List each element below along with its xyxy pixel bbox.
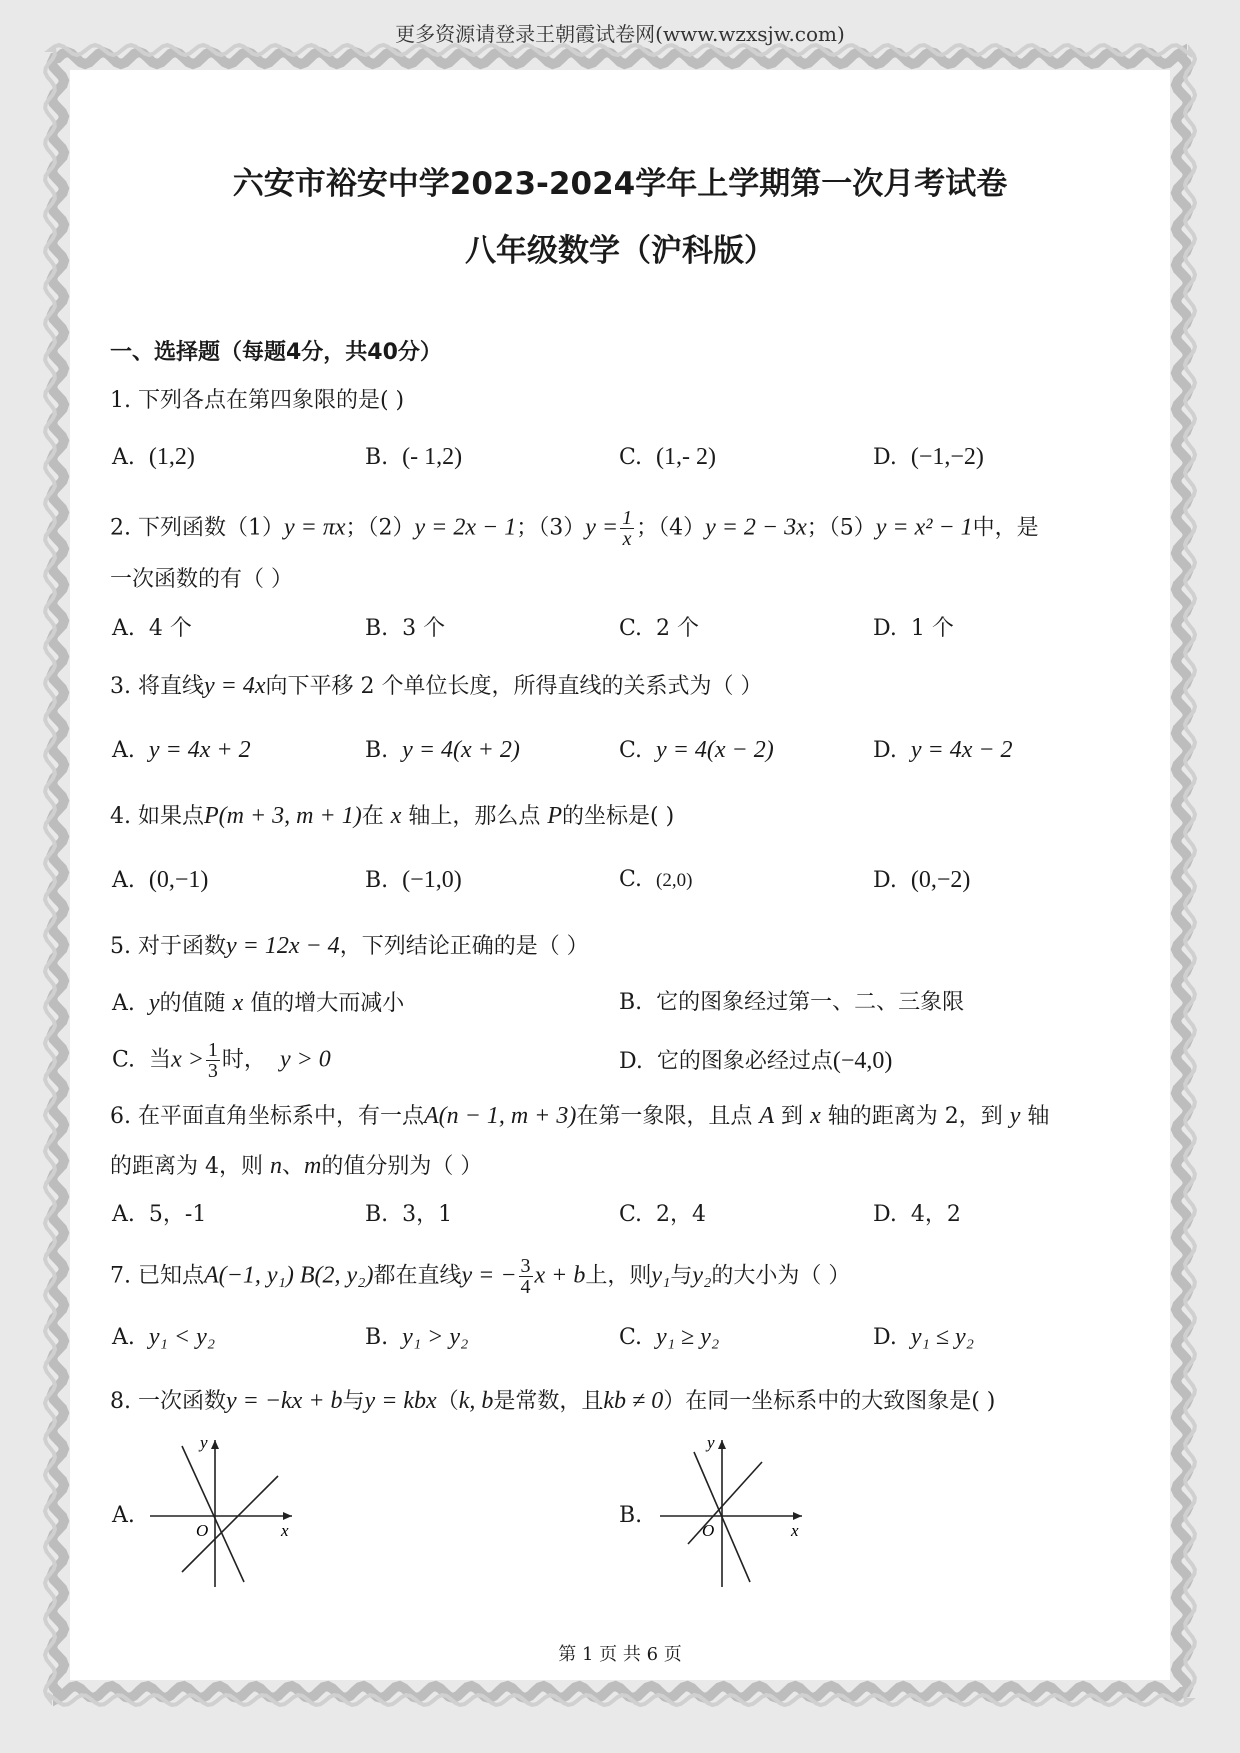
q7-option-d: D. y₁ ≤ y₂ <box>873 1324 975 1350</box>
question-5-stem: 5. 对于函数y = 12x − 4，下列结论正确的是（ ） <box>110 933 589 959</box>
question-7-stem: 7. 已知点A(−1, y₁) B(2, y₂)都在直线y = − $\frac{3}{4}$ x + b上，则y₁与y₂的大小为（ ） <box>110 1255 851 1298</box>
q6-option-b: B. 3，1 <box>365 1202 453 1227</box>
source-note: 更多资源请登录王朝霞试卷网(www.wzxsjw.com) <box>395 22 845 46</box>
q7-option-b: B. y₁ > y₂ <box>365 1324 469 1350</box>
question-1-stem: 1. 下列各点在第四象限的是( ) <box>110 388 405 413</box>
question-6-stem: 6. 在平面直角坐标系中，有一点A(n − 1, m + 3)在第一象限，且点 A 到 x 轴的距离为 2，到 y 轴 <box>110 1103 1050 1129</box>
q1-option-c: C. (1,- 2) <box>619 444 717 470</box>
section-heading: 一、选择题（每题4分，共40分） <box>110 340 442 365</box>
q8-option-b-graph <box>650 1432 810 1592</box>
origin-label: O <box>196 1521 209 1540</box>
q3-option-a: A. y = 4x + 2 <box>112 737 251 763</box>
q3-option-d: D. y = 4x − 2 <box>873 737 1013 763</box>
q1-option-b: B. (- 1,2) <box>365 444 463 470</box>
q7-option-c: C. y₁ ≥ y₂ <box>619 1324 720 1350</box>
page-footer: 第 1 页 共 6 页 <box>558 1644 682 1665</box>
q1-option-a: A. (1,2) <box>112 444 195 470</box>
q5-option-d: D. 它的图象必经过点(−4,0) <box>619 1048 893 1074</box>
q8-option-b-label: B. <box>619 1503 643 1528</box>
question-4-stem: 4. 如果点P(m + 3, m + 1)在 x 轴上，那么点 P的坐标是( ) <box>110 803 675 829</box>
q6-option-c: C. 2，4 <box>619 1202 707 1227</box>
q6-option-d: D. 4，2 <box>873 1202 961 1227</box>
q5-option-b: B. 它的图象经过第一、二、三象限 <box>619 990 965 1015</box>
question-2-stem: 2. 下列函数（1）y = πx；（2）y = 2x − 1；（3）y = $\frac{1}{x}$ ；（4）y = 2 − 3x；（5）y = x² − 1中，是 <box>110 507 1039 550</box>
q4-option-c: C. (2,0) <box>619 867 693 892</box>
q4-option-d: D. (0,−2) <box>873 867 971 893</box>
q8-option-a-graph <box>140 1432 300 1592</box>
q5-option-a: A. y的值随 x 值的增大而减小 <box>112 990 405 1016</box>
q3-option-c: C. y = 4(x − 2) <box>619 737 774 763</box>
q4-option-a: A. (0,−1) <box>112 867 209 893</box>
q2-option-c: C. 2 个 <box>619 616 700 641</box>
y-axis-label: y <box>707 1433 715 1452</box>
q2-option-a: A. 4 个 <box>112 616 192 641</box>
q6-option-a: A. 5，-1 <box>112 1202 207 1227</box>
x-axis-label: x <box>791 1521 799 1540</box>
question-2-stem-line2: 一次函数的有（ ） <box>110 567 293 592</box>
exam-subtitle: 八年级数学（沪科版） <box>465 233 775 269</box>
q8-option-a-label: A. <box>112 1503 135 1528</box>
q3-option-b: B. y = 4(x + 2) <box>365 737 520 763</box>
x-axis-label: x <box>281 1521 289 1540</box>
q7-option-a: A. y₁ < y₂ <box>112 1324 216 1350</box>
q5-option-c: C. 当x > $\frac{1}{3}$ 时， y > 0 <box>112 1039 331 1082</box>
question-6-stem-line2: 的距离为 4，则 n、m的值分别为（ ） <box>110 1153 483 1179</box>
exam-title: 六安市裕安中学2023-2024学年上学期第一次月考试卷 <box>232 166 1008 202</box>
question-3-stem: 3. 将直线y = 4x向下平移 2 个单位长度，所得直线的关系式为（ ） <box>110 673 763 699</box>
y-axis-label: y <box>200 1433 208 1452</box>
q2-option-b: B. 3 个 <box>365 616 446 641</box>
q1-option-d: D. (−1,−2) <box>873 444 984 470</box>
origin-label: O <box>702 1521 715 1540</box>
question-8-stem: 8. 一次函数y = −kx + b与y = kbx（k, b是常数，且kb ≠ 0）在同一坐标系中的大致图象是( ) <box>110 1388 996 1414</box>
q2-option-d: D. 1 个 <box>873 616 954 641</box>
q4-option-b: B. (−1,0) <box>365 867 462 893</box>
